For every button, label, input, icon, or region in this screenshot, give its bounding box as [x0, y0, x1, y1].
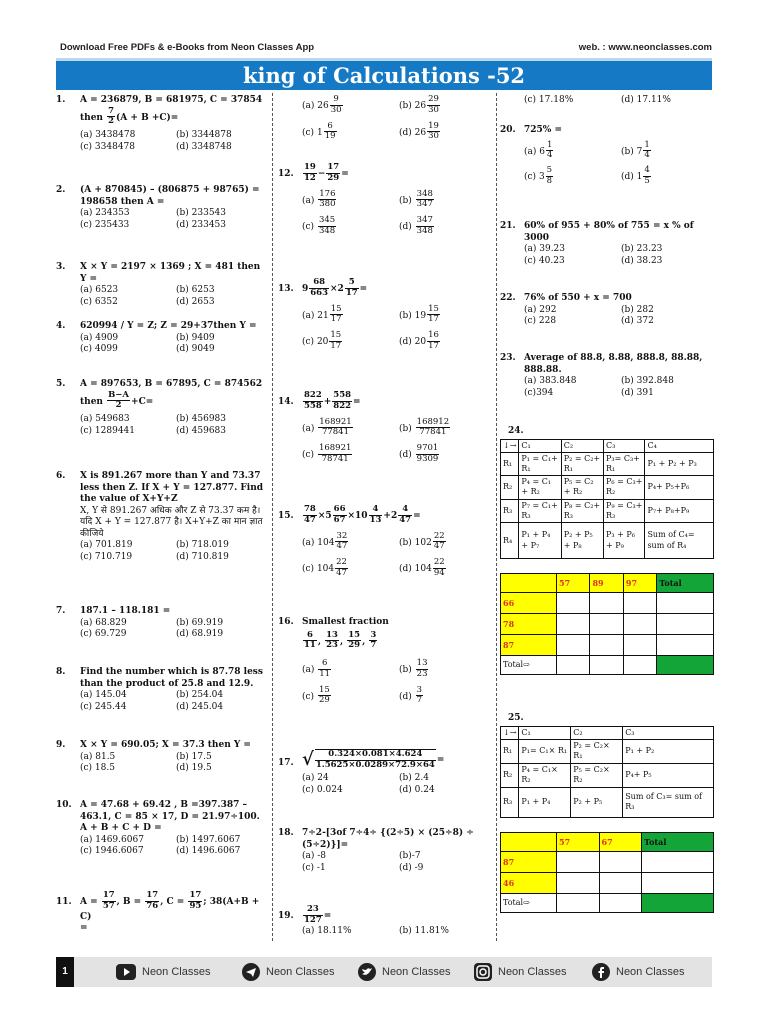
formula-table-25: ↓→ C₁ C₂ C₃ R₁ P₁= C₁× R₁ P₂ = C₂× R₁ P₁ + P₂ R₂ P₄ = C₁× R₂ P₅ = C₂× R₂ P₄+ P₅ R₃ P₁ + P₄ P₂ + P₅ Sum of C₃= sum of R₃ — [500, 726, 714, 818]
footer-youtube-link[interactable]: Neon Classes — [116, 962, 210, 982]
facebook-icon — [592, 963, 610, 981]
question-21: 21. 60% of 955 + 80% of 755 = x % of 3000 (a) 39.23 (b) 23.23 (c) 40.23 (d) 38.23 — [500, 221, 694, 266]
question-1: 1. A = 236879, B = 681975, C = 37854 then $\frac{7}{2}$ (A + B +C)= (a) 3438478 (b) 3344878 (c) 3348478 (d) 3348748 — [56, 95, 263, 152]
question-24: 24. ↓→ C₁ C₂ C₃ C₄ R₁ P₁ = C₁+ R₁ P₂ = C₂+ R₁ P₃= C₃+ R₁ P₁ + P₂ + P₃ R₂ P₄ = C₁ + R₂ P₅ = C₂ + R₂ P₆ = C₃+ R₂ P₄+ P₅+P₆ R₃ P₇ = C₁+ R₃ P₈ = C₂+ R₃ P₉ = C₃+ R₃ P₇+ P₈+P₉ R₄ P₁ + P₄ + P₇ P₂ + P₅ + P₈ P₃ + P₆ + P₉ Sum of C₄= sum of R₄ 57 89 97 Total 66 78 87 Total⇨ — [500, 426, 714, 675]
answer-grid-24: 57 89 97 Total 66 78 87 Total⇨ — [500, 573, 714, 675]
footer-telegram-link[interactable]: Neon Classes — [242, 962, 334, 982]
question-25: 25. ↓→ C₁ C₂ C₃ R₁ P₁= C₁× R₁ P₂ = C₂× R₁ P₁ + P₂ R₂ P₄ = C₁× R₂ P₅ = C₂× R₂ P₄+ P₅ R₃ P₁ + P₄ P₂ + P₅ Sum of C₃= sum of R₃ 57 67 Total 87 46 Total⇨ — [500, 713, 714, 913]
question-19-options: (c) 17.18% (d) 17.11% — [524, 95, 671, 105]
question-9: 9. X × Y = 690.05; X = 37.3 then Y = (a) 81.5 (b) 17.5 (c) 18.5 (d) 19.5 — [56, 740, 251, 774]
telegram-icon — [242, 963, 260, 981]
question-3: 3. X × Y = 2197 × 1369 ; X = 481 then Y = (a) 6523 (b) 6253 (c) 6352 (d) 2653 — [56, 262, 261, 307]
question-2: 2. (A + 870845) – (806875 + 98765) = 198658 then A = (a) 234353 (b) 233543 (c) 235433 (d) 233453 — [56, 185, 260, 230]
question-19: 19. $\frac{23}{127}$ = (a) 18.11% (b) 11.81% — [278, 904, 449, 936]
question-22: 22. 76% of 550 + x = 700 (a) 292 (b) 282 (c) 228 (d) 372 — [500, 293, 654, 327]
website-text: web. : www.neonclasses.com — [578, 42, 712, 53]
question-20: 20. 725% = (a) 6 $\frac{1}{4}$ (b) 7 $\frac{1}{4}$ (c) 3 $\frac{5}{8}$ (d) 1 $\frac{4}{5}$ — [500, 125, 650, 186]
question-8: 8. Find the number which is 87.78 less than the product of 25.8 and 12.9. (a) 145.04 (b) 254.04 (c) 245.44 (d) 245.04 — [56, 667, 263, 712]
top-header — [60, 42, 712, 56]
page-number: 1 — [56, 957, 74, 987]
question-16: 16. Smallest fraction $\frac{6}{11}$ , $\frac{13}{23}$ , $\frac{15}{29}$ , $\frac{3}{7}$ (a) $\frac{6}{11}$ (b) $\frac{13}{23}$ (c) $\frac{15}{29}$ (d) $\frac{3}{7}$ — [278, 617, 428, 706]
question-18: 18. 7÷2-[3of 7÷4÷ {(2÷5) × (25÷8) ÷ (5÷2)}]= (a) -8 (b)-7 (c) -1 (d) -9 — [278, 828, 474, 873]
question-11: 11. A = $\frac{17}{57}$ , B = $\frac{17}{76}$ , C = $\frac{17}{95}$ ; 38(A+B + C) = — [56, 890, 260, 934]
answer-grid-25: 57 67 Total 87 46 Total⇨ — [500, 832, 714, 913]
footer-twitter-link[interactable]: Neon Classes — [358, 962, 450, 982]
column-divider — [272, 93, 273, 941]
question-10: 10. A = 47.68 + 69.42 , B =397.387 – 463.1, C = 85 × 17, D = 21.97÷100. A + B + C + D = (a) 1469.6067 (b) 1497.6067 (c) 1946.6067 (d) 1496.6067 — [56, 800, 260, 857]
footer-facebook-link[interactable]: Neon Classes — [592, 962, 684, 982]
formula-table-24: ↓→ C₁ C₂ C₃ C₄ R₁ P₁ = C₁+ R₁ P₂ = C₂+ R₁ P₃= C₃+ R₁ P₁ + P₂ + P₃ R₂ P₄ = C₁ + R₂ P₅ = C₂ + R₂ P₆ = C₃+ R₂ P₄+ P₅+P₆ R₃ P₇ = C₁+ R₃ P₈ = C₂+ R₃ P₉ = C₃+ R₃ P₇+ P₈+P₉ R₄ P₁ + P₄ + P₇ P₂ + P₅ + P₈ P₃ + P₆ + P₉ Sum of C₄= sum of R₄ — [500, 439, 714, 560]
question-14: 14. $\frac{822}{558}$ + $\frac{558}{822}$ = (a) $\frac{168921}{77841}$ (b) $\frac{168912}{77841}$ (c) $\frac{168921}{78741}$ (d) $\frac{9701}{9309}$ — [278, 390, 450, 464]
column-divider — [496, 93, 497, 941]
page-title: king of Calculations -52 — [56, 58, 712, 90]
question-23: 23. Average of 88.8, 8.88, 888.8, 88.88, 888.88. (a) 383.848 (b) 392.848 (c)394 (d) 391 — [500, 353, 703, 398]
twitter-icon — [358, 963, 376, 981]
footer-instagram-link[interactable]: Neon Classes — [474, 962, 566, 982]
question-11-options: (a) 26 $\frac{9}{30}$ (b) 26 $\frac{29}{30}$ (c) 1 $\frac{6}{19}$ (d) 26 $\frac{19}{30}$ — [302, 94, 439, 142]
question-6: 6. X is 891.267 more than Y and 73.37 less then Z. If X + Y = 127.877. Find the value of X+Y+Z X, Y से 891.267 अधिक और Z से 73.37 कम है। यदि X + Y = 127.877 है। X+Y+Z का मान ज्ञात कीजिये (a) 701.819 (b) 718.019 (c) 710.719 (d) 710.819 — [56, 471, 264, 562]
youtube-icon — [116, 964, 136, 980]
question-7: 7. 187.1 – 118.181 = (a) 68.829 (b) 69.919 (c) 69.729 (d) 68.919 — [56, 606, 224, 640]
question-12: 12. $\frac{19}{12}$ − $\frac{17}{29}$ = (a) $\frac{176}{380}$ (b) $\frac{348}{347}$ (c) $\frac{345}{348}$ (d) $\frac{347}{348}$ — [278, 162, 433, 236]
instagram-icon — [474, 963, 492, 981]
question-4: 4. 620994 / Y = Z; Z = 29+37then Y = (a) 4909 (b) 9409 (c) 4099 (d) 9049 — [56, 321, 257, 355]
question-15: 15. $\frac{78}{47}$ ×5 $\frac{66}{67}$ ×10 $\frac{4}{13}$ +2 $\frac{4}{47}$ = (a) 104 $\frac{32}{47}$ (b) 102 $\frac{22}{47}$ (c) 104 $\frac{22}{47}$ (d) 104 $\frac{22}{94}$ — [278, 504, 445, 578]
question-5: 5. A = 897653, B = 67895, C = 874562 then $\frac{B-A}{2}$ +C= (a) 549683 (b) 456983 (c) 1289441 (d) 459683 — [56, 379, 263, 436]
question-17: 17. √ $\frac{0.324\times 0.081\times 4.624}{1.5625\times 0.0289\times 72.9\times 64}$ = (a) 24 (b) 2.4 (c) 0.024 (d) 0.24 — [278, 748, 445, 795]
download-text: Download Free PDFs & e-Books from Neon Classes App — [60, 42, 315, 53]
question-13: 13. 9 $\frac{68}{663}$ ×2 $\frac{5}{17}$ = (a) 21 $\frac{15}{17}$ (b) 19 $\frac{15}{17}$ (c) 20 $\frac{15}{17}$ (d) 20 $\frac{16}{17}$ — [278, 277, 439, 351]
